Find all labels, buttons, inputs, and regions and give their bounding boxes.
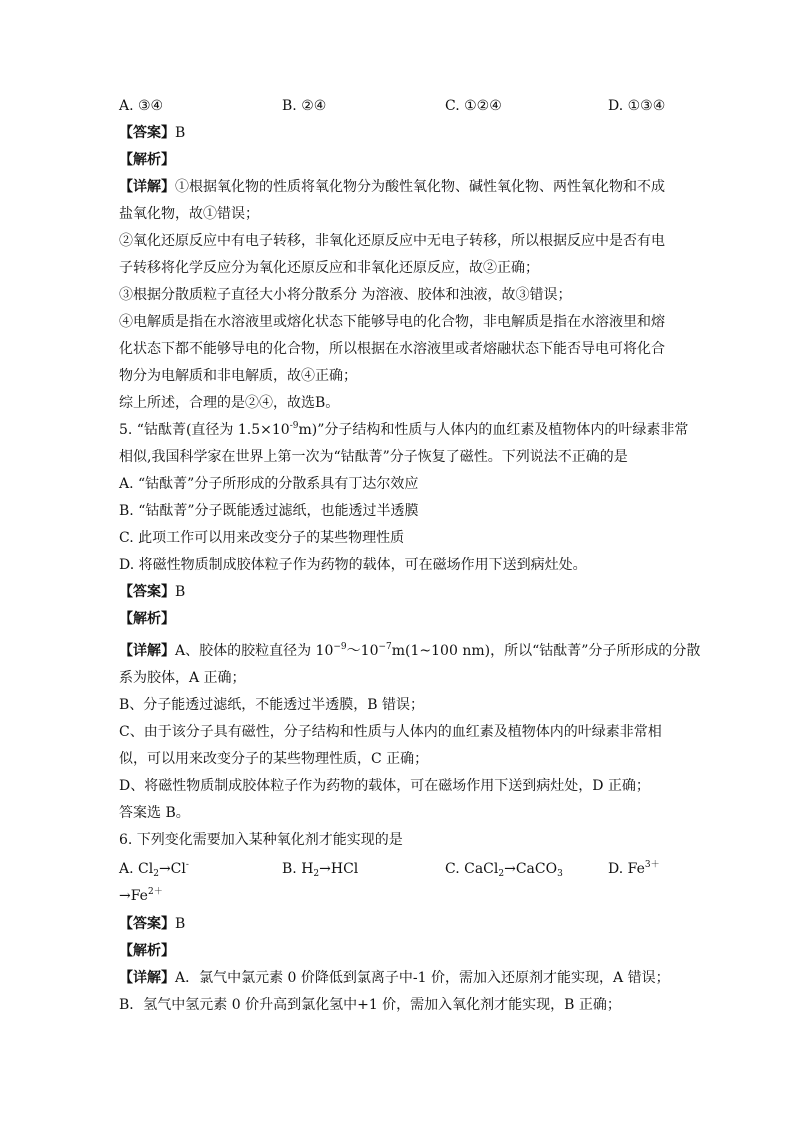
answer-tag: 【答案】 (119, 916, 175, 932)
q5-stem: 5. “钴酞菁(直径为 $1.5\times 10^{-9}m$)”分子结构和性质与人体内的血红素及植物体内的叶绿素非常 (119, 421, 689, 438)
q4-detail-line: ③根据分散质粒子直径大小将分散系分 为溶液、胶体和浊液，故③错误； (119, 287, 572, 303)
q4-options (119, 97, 679, 115)
q5-option-c: C. 此项工作可以用来改变分子的某些物理性质 (119, 530, 405, 546)
q5-analysis-tag: 【解析】 (119, 611, 175, 627)
answer-value: B (175, 125, 186, 141)
q5-option-a: A. “钴酞菁”分子所形成的分散系具有丁达尔效应 (119, 476, 419, 492)
detail-tag: 【详解】 (119, 643, 175, 659)
q4-detail-line: 子转移将化学反应分为氧化还原反应和非氧化还原反应，故②正确； (119, 260, 539, 276)
q4-option-d: D. ①③④ (608, 98, 666, 114)
answer-value: B (175, 916, 186, 932)
q5-detail-line: B、分子能透过滤纸，不能透过半透膜，B 错误； (119, 697, 425, 713)
q4-detail-line: 【详解】①根据氧化物的性质将氧化物分为酸性氧化物、碱性氧化物、两性氧化物和不成 (119, 179, 665, 195)
q5-answer (119, 583, 185, 601)
q6-detail-line: B．氢气中氢元素 0 价升高到氯化氢中+1 价，需加入氧化剂才能实现，B 正确； (119, 997, 621, 1013)
detail-tag: 【详解】 (119, 970, 175, 986)
q6-option-a: A. $Cl_2\to Cl^-$ (119, 860, 189, 879)
q6-stem: 6. 下列变化需要加入某种氧化剂才能实现的是 (119, 832, 403, 848)
answer-tag: 【答案】 (119, 125, 175, 141)
q4-detail-line: ④电解质是指在水溶液里或熔化状态下能够导电的化合物，非电解质是指在水溶液里和熔 (119, 314, 665, 330)
q5-conclusion: 答案选 B。 (119, 805, 190, 821)
q6-analysis-tag: 【解析】 (119, 943, 175, 959)
q4-detail-line: 盐氧化物，故①错误； (119, 206, 259, 222)
q6-detail-line: 【详解】A．氯气中氯元素 0 价降低到氯离子中-1 价，需加入还原剂才能实现，A 错误； (119, 970, 670, 986)
q4-detail-line: 物分为电解质和非电解质，故④正确； (119, 368, 357, 384)
q5-option-d: D. 将磁性物质制成胶体粒子作为药物的载体，可在磁场作用下送到病灶处。 (119, 557, 587, 573)
answer-value: B (175, 584, 186, 600)
q4-option-b: B. ②④ (282, 98, 327, 114)
detail-tag: 【详解】 (119, 179, 175, 195)
q5-detail-line: 似，可以用来改变分子的某些物理性质，C 正确； (119, 751, 429, 767)
q4-answer (119, 124, 185, 142)
q5-stem-line2: 相似,我国科学家在世界上第一次为“钴酞菁”分子恢复了磁性。下列说法不正确的是 (119, 449, 628, 465)
q5-detail-line: 【详解】A、胶体的胶粒直径为 $10^{-9}\sim 10^{-7}m(1\sim 100$ nm)，所以“钴酞菁”分子所形成的分散 (119, 642, 701, 659)
q5-option-b: B. “钴酞菁”分子既能透过滤纸，也能透过半透膜 (119, 503, 419, 519)
q5-detail-line: 系为胶体，A 正确； (119, 670, 246, 686)
q4-conclusion: 综上所述，合理的是②④，故选B。 (119, 395, 340, 411)
q6-options (119, 860, 679, 878)
q6-option-d-continued: $\to Fe^{2+}$ (119, 887, 163, 904)
q6-option-c: C. CaCl$_2$→CaCO$_3$ (445, 861, 563, 879)
q6-option-d: D. $Fe^{3+}$ (608, 860, 660, 877)
q6-answer (119, 915, 185, 933)
answer-tag: 【答案】 (119, 584, 175, 600)
q4-detail-line: 化状态下都不能够导电的化合物，所以根据在水溶液里或者熔融状态下能否导电可将化合 (119, 341, 665, 357)
q4-detail-line: ②氧化还原反应中有电子转移，非氧化还原反应中无电子转移，所以根据反应中是否有电 (119, 233, 665, 249)
q6-option-b: B. $H_2\to HCl$ (282, 861, 359, 879)
q5-detail-line: C、由于该分子具有磁性，分子结构和性质与人体内的血红素及植物体内的叶绿素非常相 (119, 724, 662, 740)
q4-analysis-tag: 【解析】 (119, 152, 175, 168)
q4-option-c: C. ①②④ (445, 98, 502, 114)
q5-detail-line: D、将磁性物质制成胶体粒子作为药物的载体，可在磁场作用下送到病灶处，D 正确； (119, 778, 650, 794)
q4-option-a: A. ③④ (119, 98, 164, 114)
